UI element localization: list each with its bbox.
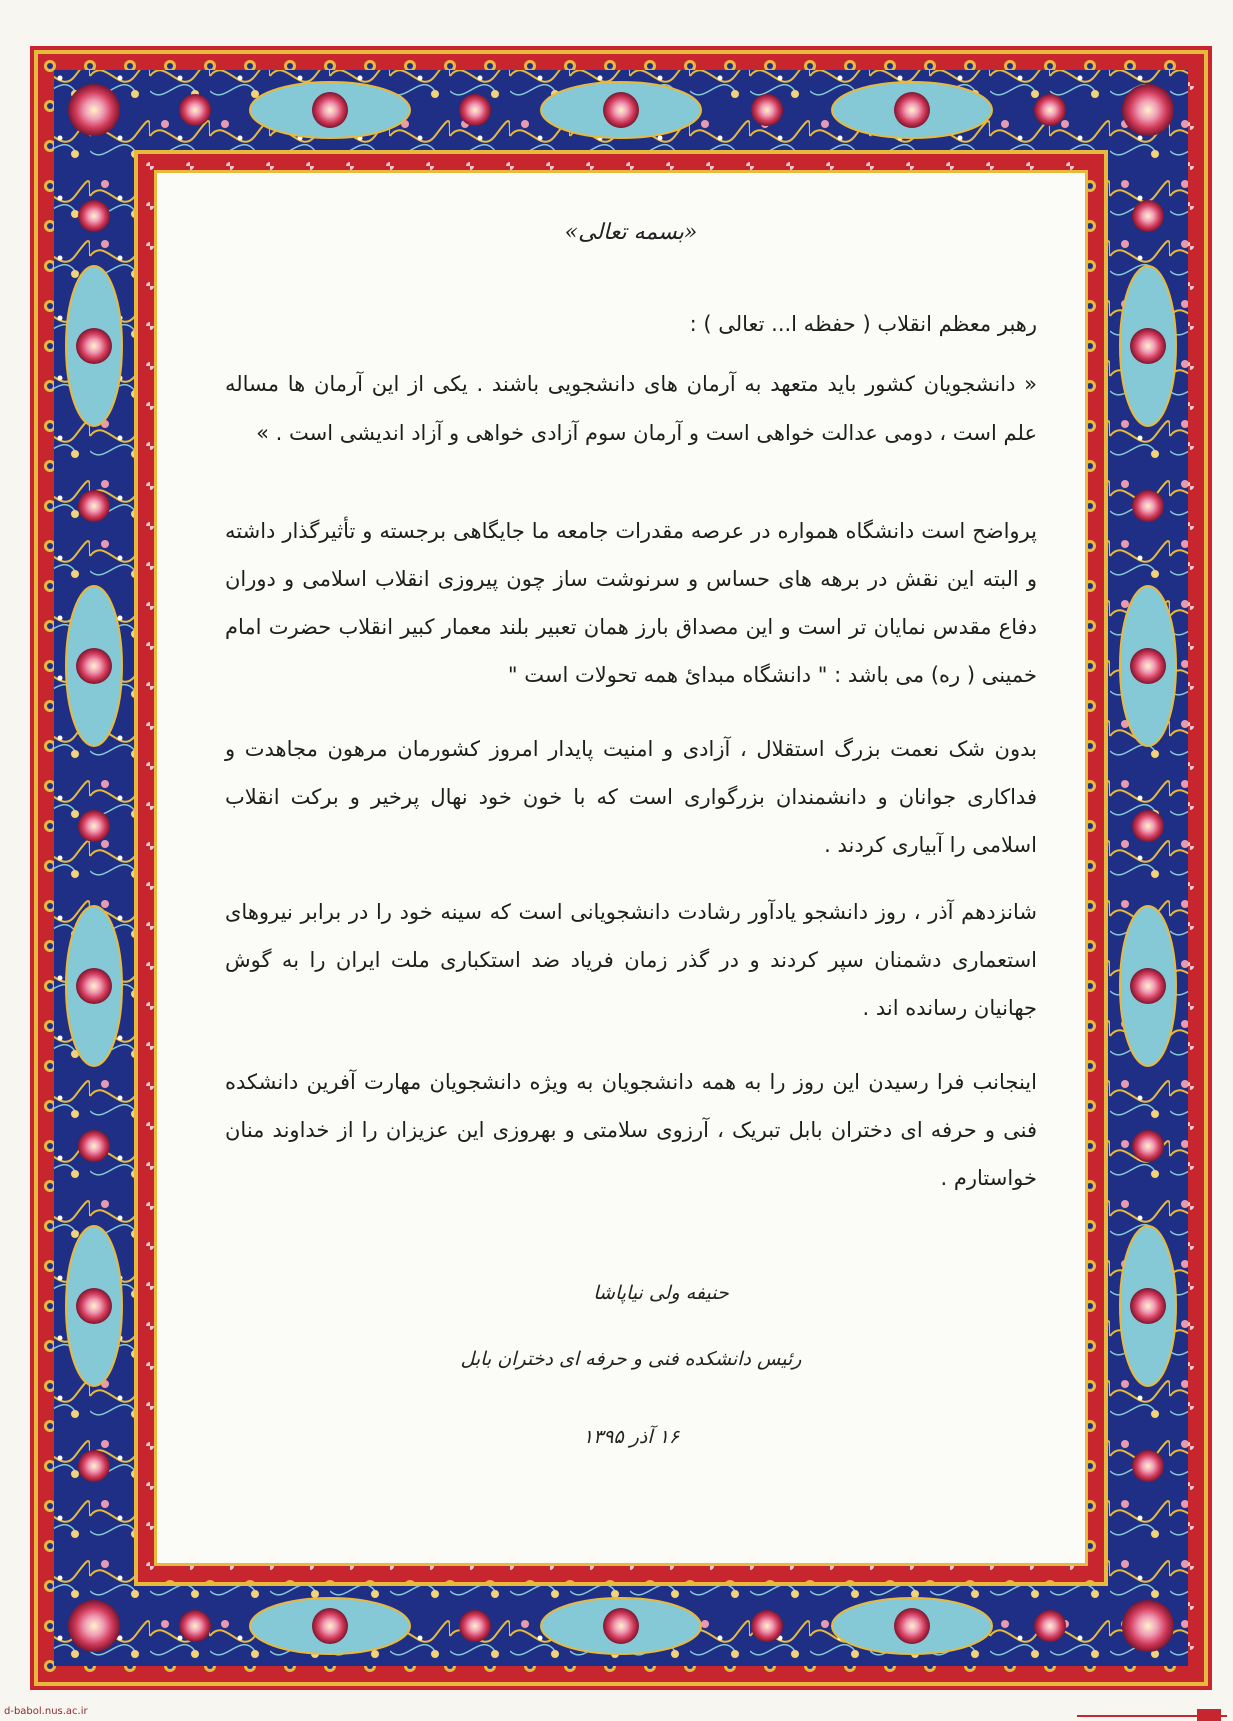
paragraph-2: بدون شک نعمت بزرگ استقلال ، آزادی و امنیت پایدار امروز کشورمان مرهون مجاهدت و فداکاری جوانان و دانشمندان بزرگواری است که با خون خود نهال پرخیر و برکت انقلاب اسلامی را آبیاری کردند . xyxy=(225,737,1037,857)
site-watermark: d-babol.nus.ac.ir xyxy=(4,1706,88,1717)
paragraph-4: اینجانب فرا رسیدن این روز را به همه دانشجویان به ویژه دانشجویان مهارت آفرین دانشکده فنی و حرفه ای دختران بابل تبریک ، آرزوی سلامتی و بهروزی این عزیزان را از خداوند منان خواستارم . xyxy=(225,1070,1037,1190)
signature-name: حنیفه ولی نیاپاشا xyxy=(593,1282,729,1304)
letter-heading: «بسمه تعالی» xyxy=(564,220,698,245)
quote-text: « دانشجویان کشور باید متعهد به آرمان های دانشجویی باشند . یکی از این آرمان ها مساله علم است ، دومی عدالت خواهی است و آرمان سوم آزادی خواهی و آزاد اندیشی است . » xyxy=(225,372,1037,445)
signature-title: رئیس دانشکده فنی و حرفه ای دختران بابل xyxy=(460,1348,802,1370)
bottom-edge-decoration-icon xyxy=(1077,1707,1227,1721)
quote-header: رهبر معظم انقلاب ( حفظه ا... تعالی ) : xyxy=(689,312,1037,336)
paragraph-3: شانزدهم آذر ، روز دانشجو یادآور رشادت دانشجویانی است که سینه خود را در برابر نیروهای استعماری دشمنان سپر کردند و در گذر زمان فریاد ضد استکباری ملت ایران را به گوش جهانیان رسانده اند . xyxy=(225,900,1037,1020)
letter-date: ۱۶ آذر ۱۳۹۵ xyxy=(582,1426,680,1448)
paragraph-1: پرواضح است دانشگاه همواره در عرصه مقدرات جامعه ما جایگاهی برجسته و تأثیرگذار داشته و البته این نقش در برهه های حساس و سرنوشت ساز چون پیروزی انقلاب اسلامی و دوران دفاع مقدس نمایان تر است و این مصداق بارز همان تعبیر بلند معمار کبیر انقلاب حضرت امام خمینی ( ره) می باشد : " دانشگاه مبدائ همه تحولات است " xyxy=(225,519,1037,687)
